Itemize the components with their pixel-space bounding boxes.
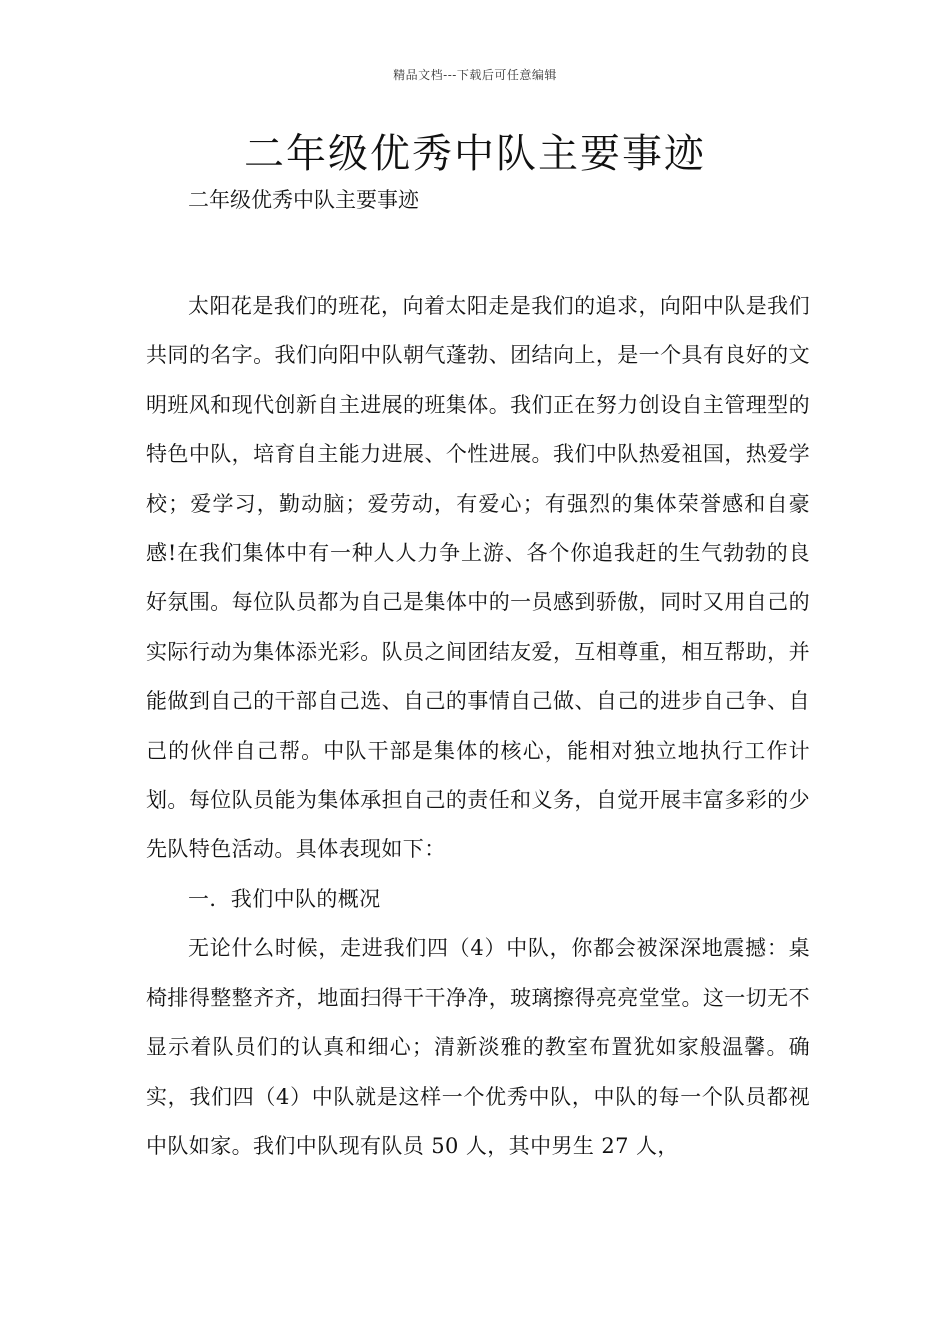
document-body xyxy=(146,282,810,1171)
document-subtitle: 二年级优秀中队主要事迹 xyxy=(188,188,419,212)
paragraph-intro: 太阳花是我们的班花，向着太阳走是我们的追求，向阳中队是我们共同的名字。我们向阳中队朝气蓬勃、团结向上，是一个具有良好的文明班风和现代创新自主进展的班集体。我们正在努力创设自主管理型的特色中队，培育自主能力进展、个性进展。我们中队热爱祖国，热爱学校；爱学习，勤动脑；爱劳动，有爱心；有强烈的集体荣誉感和自豪感!在我们集体中有一种人人力争上游、各个你追我赶的生气勃勃的良好氛围。每位队员都为自己是集体中的一员感到骄傲，同时又用自己的实际行动为集体添光彩。队员之间团结友爱，互相尊重，相互帮助，并能做到自己的干部自己选、自己的事情自己做、自己的进步自己争、自己的伙伴自己帮。中队干部是集体的核心，能相对独立地执行工作计划。每位队员能为集体承担自己的责任和义务，自觉开展丰富多彩的少先队特色活动。具体表现如下： xyxy=(146,294,810,862)
paragraph-overview: 无论什么时候，走进我们四（4）中队，你都会被深深地震撼：桌椅排得整整齐齐，地面扫得干干净净，玻璃擦得亮亮堂堂。这一切无不显示着队员们的认真和细心；清新淡雅的教室布置犹如家般温馨。确实，我们四（4）中队就是这样一个优秀中队，中队的每一个队员都视中队如家。我们中队现有队员 50 人，其中男生 27 人， xyxy=(146,936,810,1158)
document-title: 二年级优秀中队主要事迹 xyxy=(244,131,706,177)
section-heading-overview: 一．我们中队的概况 xyxy=(188,886,381,911)
header-note: 精品文档---下载后可任意编辑 xyxy=(393,68,557,82)
